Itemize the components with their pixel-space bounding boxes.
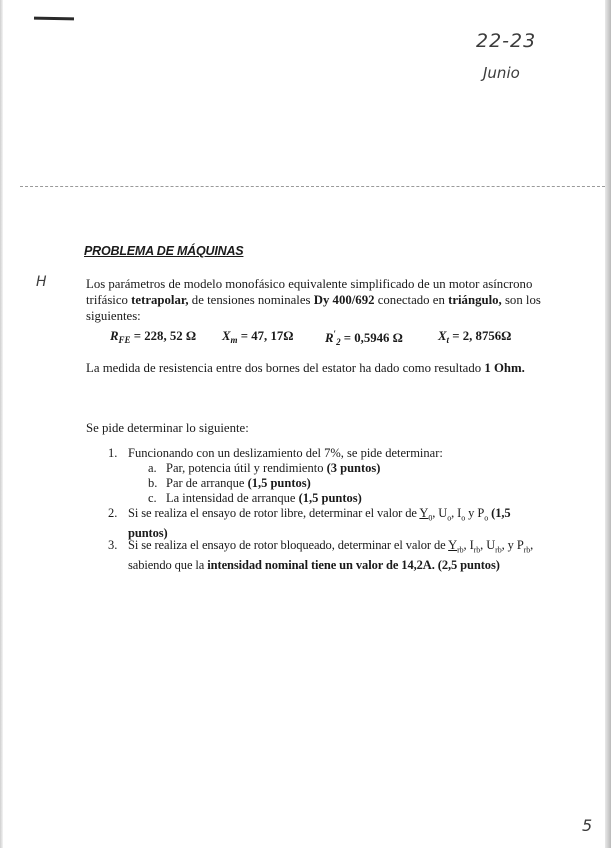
item-2-text-c: , I bbox=[451, 506, 462, 520]
eq-rfe-value: = 228, 52 Ω bbox=[130, 329, 197, 343]
item-2-text-b: , U bbox=[432, 506, 448, 520]
resistance-paragraph bbox=[86, 360, 556, 376]
eq-xm-value: = 47, 17Ω bbox=[237, 329, 294, 343]
eq-rfe bbox=[110, 329, 196, 345]
intro-text-1: Los parámetros de modelo monofásico equivalente simplificado de un motor asíncrono trifásico bbox=[86, 277, 533, 307]
subitem-c-letter: c. bbox=[148, 491, 157, 505]
item-2-p-sub: o bbox=[484, 513, 489, 523]
item-3-text bbox=[128, 538, 548, 573]
intro-text-3: conectado en bbox=[374, 293, 449, 307]
resistance-value: 1 Ohm. bbox=[484, 361, 525, 375]
eq-xt-value: = 2, 8756Ω bbox=[449, 329, 512, 343]
intro-text-4: son los siguientes: bbox=[86, 293, 541, 323]
scan-edge-right bbox=[605, 0, 611, 848]
fold-line bbox=[20, 186, 605, 187]
eq-r2 bbox=[325, 329, 403, 347]
question-list bbox=[108, 446, 548, 572]
intro-bold-voltage: Dy 400/692 bbox=[313, 293, 375, 307]
item-3-text-e: , sabiendo que la bbox=[128, 538, 534, 572]
handwritten-margin-mark: H bbox=[36, 274, 47, 290]
subitem-c-label: La intensidad de arranque bbox=[166, 491, 299, 505]
item-3-text-a: Si se realiza el ensayo de rotor bloqueado, determinar el valor de bbox=[128, 538, 449, 552]
item-2-number: 2. bbox=[108, 506, 118, 520]
eq-r2-symbol: R bbox=[325, 331, 334, 345]
subitem-a-letter: a. bbox=[148, 461, 157, 475]
item-3-text-b: , I bbox=[463, 538, 474, 552]
handwritten-year: 22-23 bbox=[476, 30, 537, 52]
handwritten-page-number: 5 bbox=[582, 816, 593, 835]
item-1-text: Funcionando con un deslizamiento del 7%, se pide determinar: bbox=[128, 446, 443, 460]
eq-xt-symbol: X bbox=[438, 329, 447, 343]
intro-bold-connection: triángulo, bbox=[448, 293, 502, 307]
item-3-p-sub: rb bbox=[523, 545, 531, 555]
subitem-b-text bbox=[166, 476, 311, 491]
item-1-number: 1. bbox=[108, 446, 118, 460]
item-3-points: (2,5 puntos) bbox=[434, 557, 500, 572]
subitem-c-text bbox=[166, 491, 362, 506]
item-2-y-sub: 0 bbox=[428, 513, 433, 523]
item-2-points: (1,5 puntos) bbox=[128, 506, 511, 540]
eq-r2-sub: 2 bbox=[336, 337, 341, 347]
item-2-text bbox=[128, 506, 548, 541]
item-3-number: 3. bbox=[108, 538, 118, 552]
subitem-b-label: Par de arranque bbox=[166, 476, 248, 490]
subitem-a-label: Par, potencia útil y rendimiento bbox=[166, 461, 327, 475]
item-3-u-sub: rb bbox=[495, 545, 502, 555]
prompt-paragraph: Se pide determinar lo siguiente: bbox=[86, 421, 249, 435]
item-3-nominal-current: intensidad nominal tiene un valor de 14,2A. bbox=[207, 557, 435, 572]
item-3-text-d: , y P bbox=[501, 538, 524, 552]
page-title: PROBLEMA DE MÁQUINAS bbox=[84, 244, 244, 258]
eq-rfe-symbol: R bbox=[110, 329, 119, 343]
subitem-b-letter: b. bbox=[148, 476, 158, 490]
eq-xt-sub: t bbox=[446, 335, 450, 345]
eq-xm-symbol: X bbox=[222, 329, 231, 343]
item-2-i-sub: o bbox=[461, 513, 466, 523]
eq-xm-sub: m bbox=[230, 335, 238, 345]
eq-r2-prime: ′ bbox=[333, 329, 337, 339]
intro-text-2: de tensiones nominales bbox=[188, 293, 314, 307]
item-2-y-symbol: Y bbox=[419, 506, 429, 520]
handwritten-month: Junio bbox=[483, 64, 520, 82]
subitem-a-text bbox=[166, 461, 380, 476]
eq-rfe-sub: FE bbox=[118, 335, 131, 345]
item-3-y-sub: rb bbox=[457, 545, 464, 555]
resistance-text: La medida de resistencia entre dos bornes del estator ha dado como resultado bbox=[86, 361, 485, 375]
parameter-equations bbox=[110, 329, 580, 349]
intro-bold-tetrapolar: tetrapolar, bbox=[131, 293, 189, 307]
scan-edge-left bbox=[0, 0, 3, 848]
staple-mark bbox=[34, 17, 74, 21]
intro-paragraph bbox=[86, 276, 556, 324]
subitem-a-points: (3 puntos) bbox=[326, 461, 381, 475]
subitem-b-points: (1,5 puntos) bbox=[247, 476, 311, 490]
item-3-text-c: , U bbox=[480, 538, 496, 552]
subitem-c-points: (1,5 puntos) bbox=[298, 491, 362, 505]
item-3-i-sub: rb bbox=[473, 545, 481, 555]
item-2-u-sub: o bbox=[447, 513, 452, 523]
item-2-text-a: Si se realiza el ensayo de rotor libre, determinar el valor de bbox=[128, 506, 420, 520]
item-3-y-symbol: Y bbox=[448, 538, 458, 552]
eq-xm bbox=[222, 329, 294, 345]
eq-xt bbox=[438, 329, 511, 345]
eq-r2-value: = 0,5946 Ω bbox=[340, 331, 403, 345]
item-2-text-d: y P bbox=[465, 506, 485, 520]
